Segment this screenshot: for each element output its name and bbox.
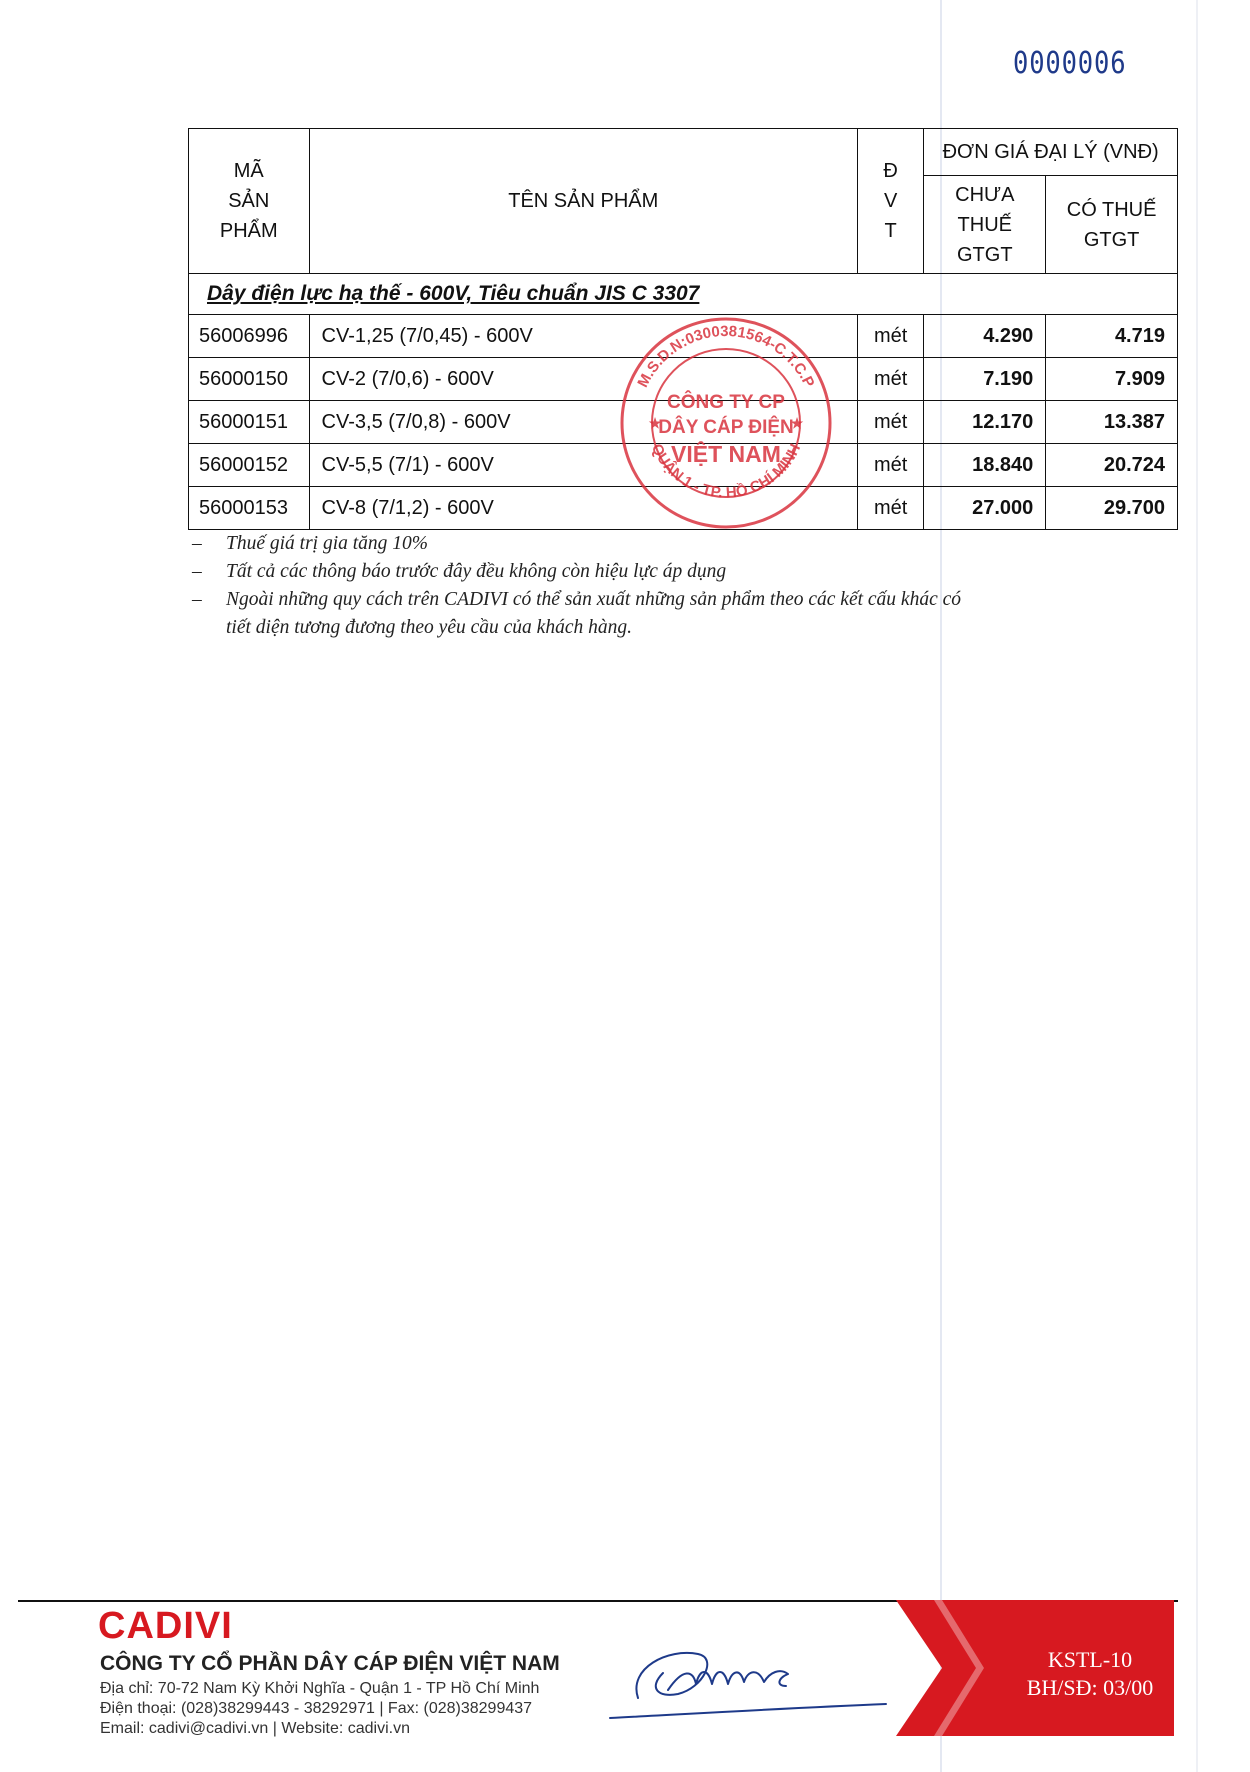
cell-price-no-vat: 27.000 [924,487,1046,530]
cell-code: 56000151 [189,401,310,444]
header-price-no-vat: CHƯA THUẾ GTGT [924,176,1046,274]
cell-code: 56000153 [189,487,310,530]
company-name: CÔNG TY CỔ PHẦN DÂY CÁP ĐIỆN VIỆT NAM [100,1652,560,1675]
notes [192,530,1112,642]
header-agent-price: ĐƠN GIÁ ĐẠI LÝ (VNĐ) [924,129,1178,176]
cell-code: 56000150 [189,358,310,401]
cell-name: CV-1,25 (7/0,45) - 600V [309,315,857,358]
form-code-block [1020,1646,1160,1702]
cell-name: CV-8 (7/1,2) - 600V [309,487,857,530]
cell-unit: mét [858,401,924,444]
note-item: – Tất cả các thông báo trước đây đều không còn hiệu lực áp dụng [192,561,727,582]
company-phone: Điện thoại: (028)38299443 - 38292971 | Fax: (028)38299437 [100,1700,533,1717]
cell-price-no-vat: 4.290 [924,315,1046,358]
cell-name: CV-2 (7/0,6) - 600V [309,358,857,401]
company-address: Địa chỉ: 70-72 Nam Kỳ Khởi Nghĩa - Quận 1 - TP Hồ Chí Minh [100,1680,540,1697]
cell-price-vat: 13.387 [1046,401,1178,444]
cell-price-no-vat: 18.840 [924,444,1046,487]
document-number: 0000006 [1013,46,1127,81]
cell-name: CV-3,5 (7/0,8) - 600V [309,401,857,444]
seal-star-icon: ★ [648,415,662,431]
cell-unit: mét [858,358,924,401]
seal-line-3: VIỆT NAM [671,441,781,467]
company-email: Email: cadivi@cadivi.vn | Website: cadivi.vn [100,1720,410,1737]
cell-code: 56006996 [189,315,310,358]
header-price-vat: CÓ THUẾ GTGT [1046,176,1178,274]
cell-price-vat: 20.724 [1046,444,1178,487]
revision: BH/SĐ: 03/00 [1026,1675,1154,1700]
cell-price-vat: 29.700 [1046,487,1178,530]
cell-unit: mét [858,315,924,358]
cell-price-vat: 4.719 [1046,315,1178,358]
cell-price-no-vat: 7.190 [924,358,1046,401]
header-unit: Đ V T [858,129,924,274]
seal-outer-text: M.S.D.N:0300381564-C.T.C.P [634,322,818,391]
group-title: Dây điện lực hạ thế - 600V, Tiêu chuẩn JIS C 3307 [189,274,1178,315]
seal-bottom-text: QUẬN 1 - TP. HỒ CHÍ MINH [647,441,805,502]
company-seal-stamp [617,314,835,532]
cell-unit: mét [858,444,924,487]
seal-line-2: DÂY CÁP ĐIỆN [658,417,794,438]
svg-text:M.S.D.N:0300381564-C.T.C.P [634,323,817,390]
cell-price-vat: 7.909 [1046,358,1178,401]
cell-code: 56000152 [189,444,310,487]
cell-name: CV-5,5 (7/1) - 600V [309,444,857,487]
header-product-code: MÃ SẢN PHẨM [189,129,310,274]
seal-star-icon: ★ [790,415,804,431]
table-header-row [189,129,1178,176]
handwritten-signature [608,1628,888,1728]
cell-unit: mét [858,487,924,530]
cadivi-logo: CADIVI [98,1605,233,1647]
header-product-name: TÊN SẢN PHẨM [309,129,857,274]
scan-line [1196,0,1198,1772]
seal-line-1: CÔNG TY CP [667,392,785,413]
note-item-continuation: tiết diện tương đương theo yêu cầu của khách hàng. [226,617,632,638]
group-row [189,274,1178,315]
form-code: KSTL-10 [1047,1647,1133,1672]
note-item: – Thuế giá trị gia tăng 10% [192,533,429,554]
note-item: – Ngoài những quy cách trên CADIVI có thể sản xuất những sản phẩm theo các kết cấu khác có [192,589,962,610]
cell-price-no-vat: 12.170 [924,401,1046,444]
